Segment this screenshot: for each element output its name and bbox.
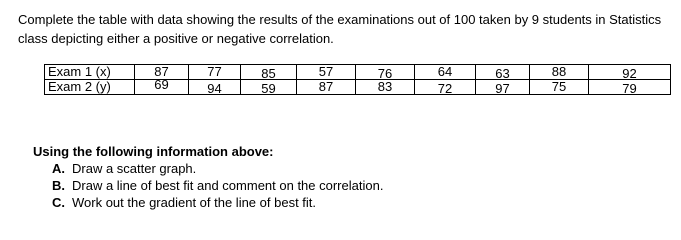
exam-results-table <box>44 64 671 95</box>
table-cell: 76 <box>356 65 415 80</box>
table-cell: 64 <box>415 65 476 80</box>
table-row <box>45 80 671 95</box>
item-letter: C. <box>52 195 65 210</box>
table-cell: 87 <box>135 65 189 80</box>
list-item <box>52 177 383 194</box>
instructions-heading: Using the following information above: <box>33 144 274 159</box>
table-cell: 83 <box>356 80 415 95</box>
table-cell: 59 <box>241 80 297 95</box>
table-row <box>45 65 671 80</box>
item-letter: B. <box>52 178 65 193</box>
table-cell: 72 <box>415 80 476 95</box>
table-cell: 63 <box>476 65 530 80</box>
intro-text: Complete the table with data showing the results of the examinations out of 100 taken by 9 students in Statistics class depicting either a positive or negative correlation. <box>18 12 662 46</box>
row-label: Exam 1 (x) <box>45 65 135 80</box>
item-text: Draw a line of best fit and comment on the correlation. <box>72 178 384 193</box>
table-cell: 69 <box>135 80 189 95</box>
list-item <box>52 160 383 177</box>
row-label: Exam 2 (y) <box>45 80 135 95</box>
table-cell: 77 <box>189 65 241 80</box>
item-text: Work out the gradient of the line of best fit. <box>72 195 317 210</box>
table-cell: 97 <box>476 80 530 95</box>
item-text: Draw a scatter graph. <box>72 161 197 176</box>
table-cell: 79 <box>589 80 671 95</box>
list-item <box>52 194 383 211</box>
table-cell: 88 <box>530 65 589 80</box>
task-list <box>52 160 383 211</box>
table-cell: 75 <box>530 80 589 95</box>
table-cell: 85 <box>241 65 297 80</box>
table-cell: 92 <box>589 65 671 80</box>
table-cell: 94 <box>189 80 241 95</box>
item-letter: A. <box>52 161 65 176</box>
table-cell: 87 <box>297 80 356 95</box>
table-cell: 57 <box>297 65 356 80</box>
